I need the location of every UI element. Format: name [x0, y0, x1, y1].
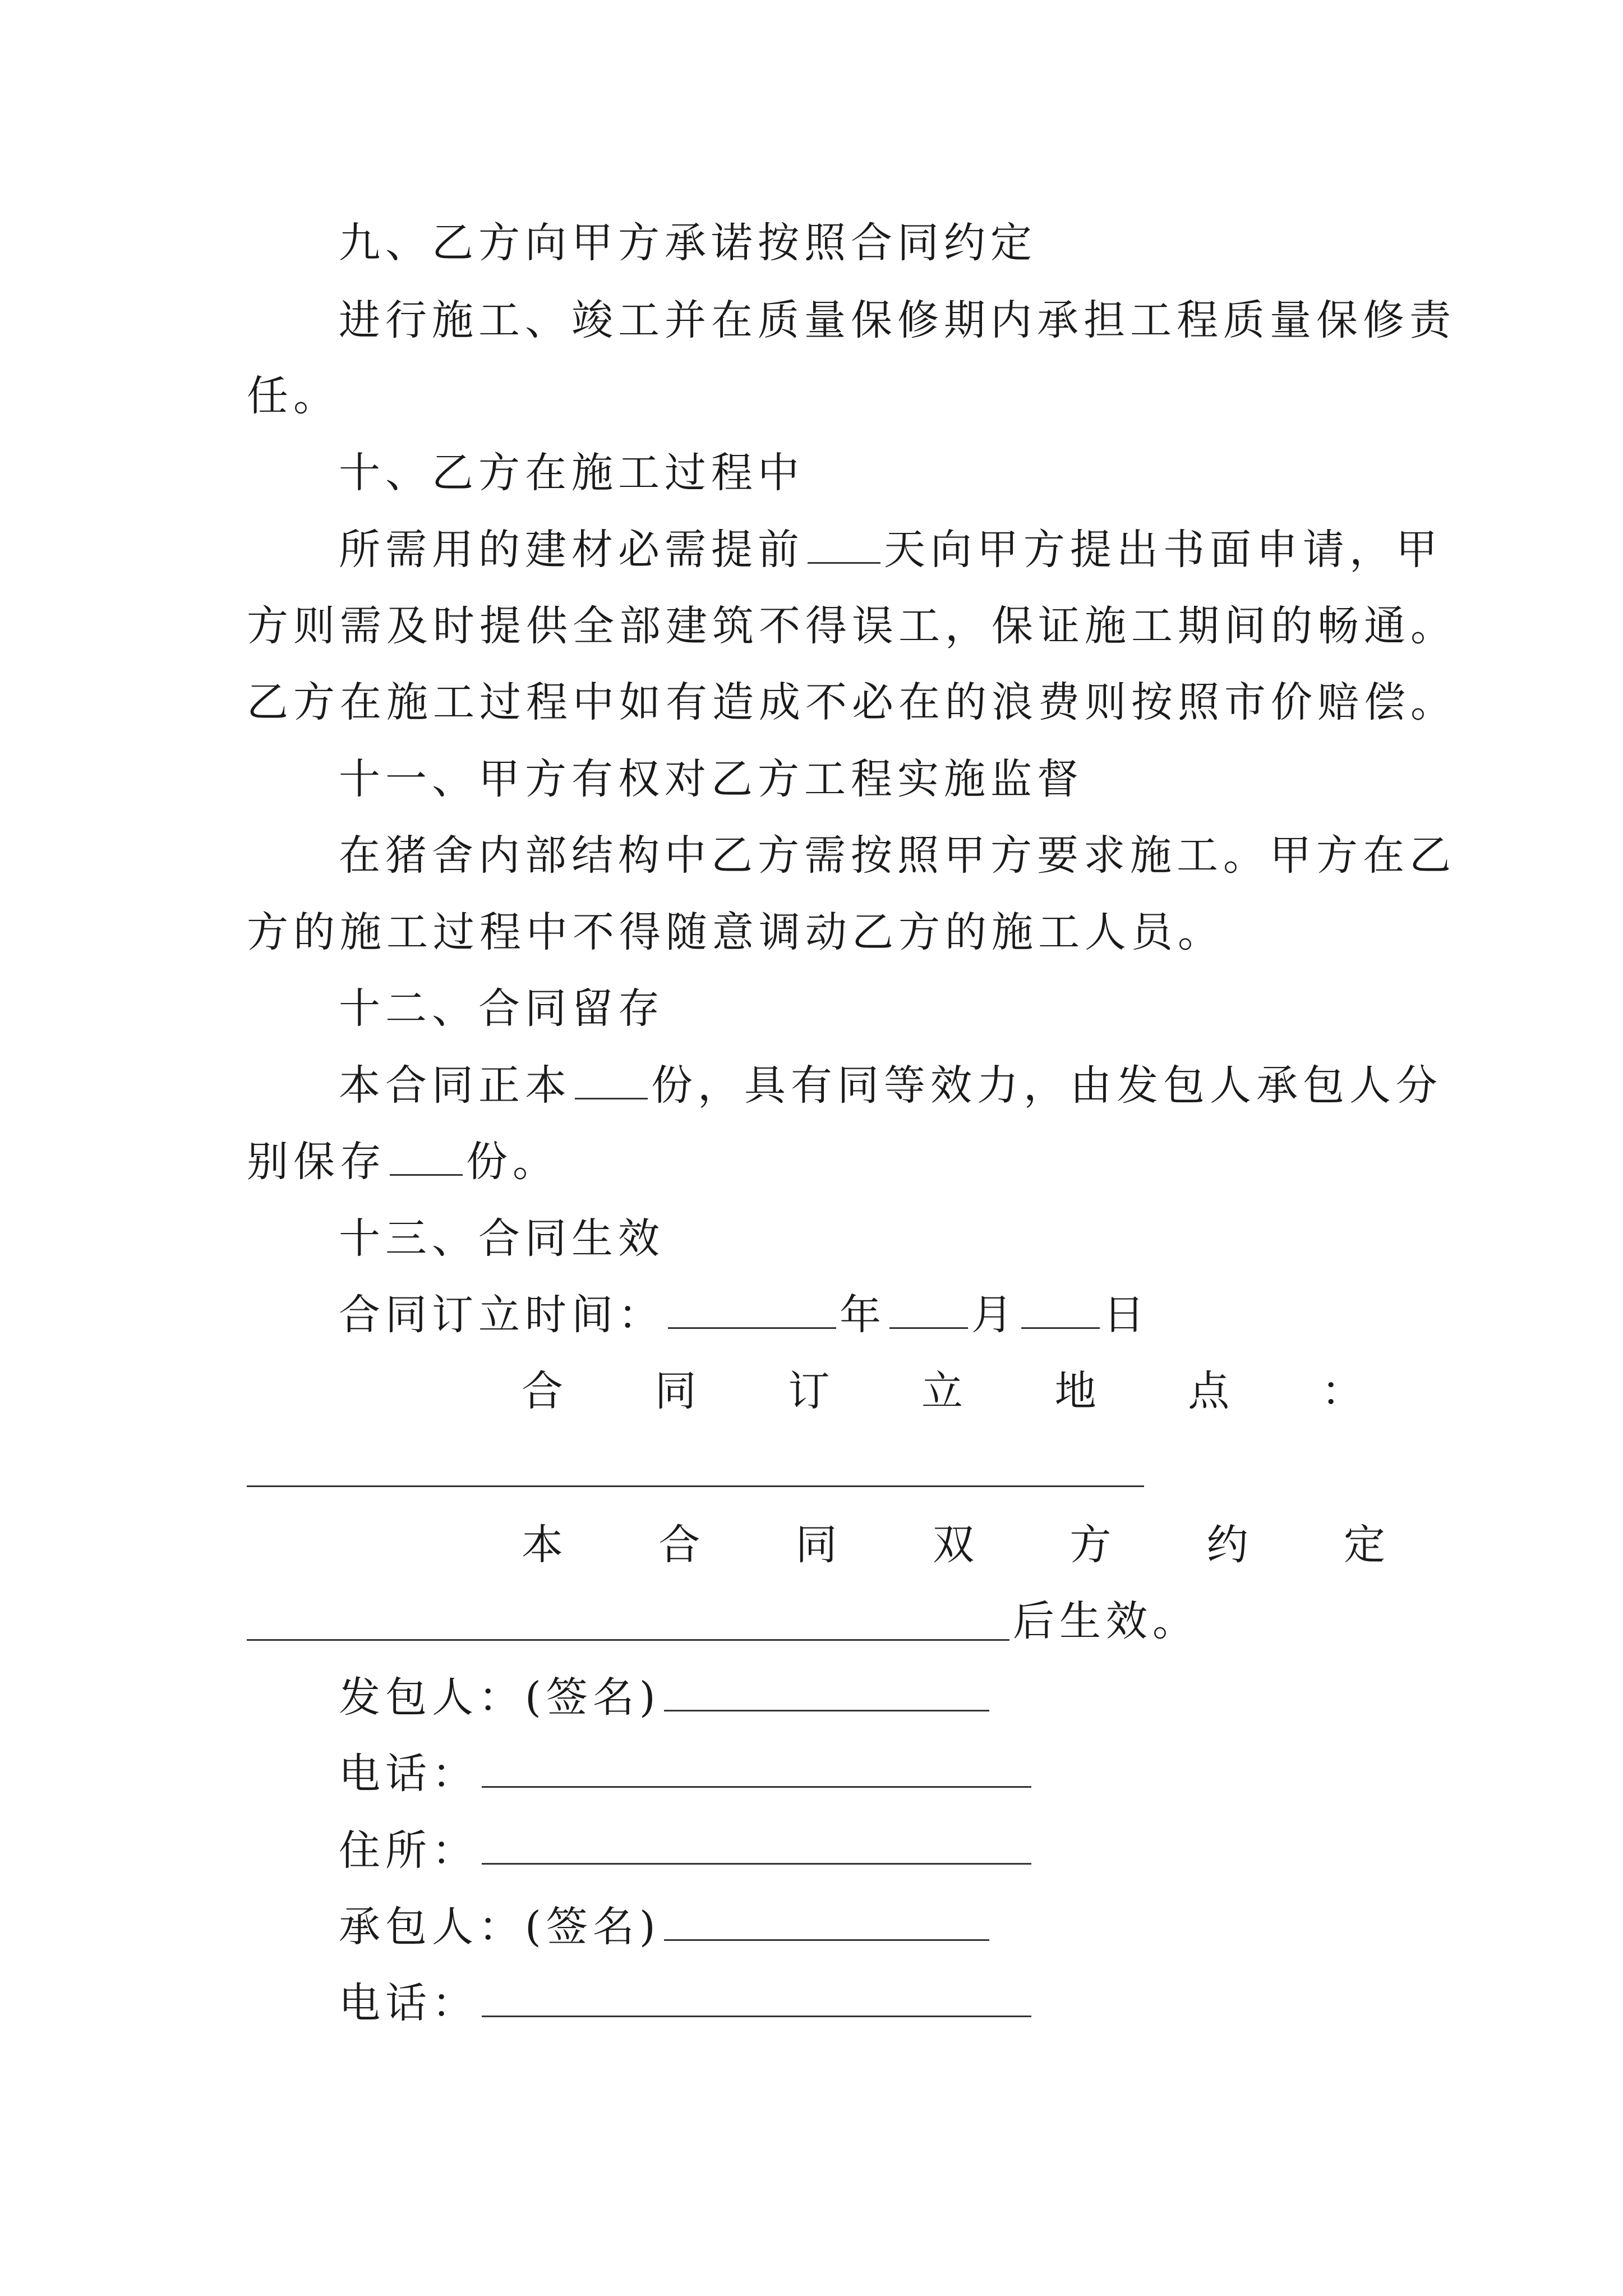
effect-char: 本 — [522, 1521, 563, 1569]
party-a-phone-label: 电话： — [339, 1750, 478, 1798]
effect-condition-label — [522, 1517, 1385, 1573]
party-a-label: 发包人：(签名) — [339, 1673, 661, 1722]
place-char: ： — [1321, 1367, 1363, 1415]
party-b-signature-line — [339, 1899, 993, 1955]
effect-char: 同 — [795, 1521, 837, 1569]
clause9-heading: 九、乙方向甲方承诺按照合同约定 — [339, 219, 1037, 267]
party-a-phone-line — [339, 1746, 1035, 1802]
party-b-phone-line — [339, 1975, 1035, 2031]
clause10-line1-a: 所需用的建材必需提前 — [339, 526, 804, 574]
party-b-phone-label: 电话： — [339, 1979, 478, 2027]
party-a-address-blank[interactable] — [482, 1827, 1031, 1865]
clause11-line1: 在猪舍内部结构中乙方需按照甲方要求施工。甲方在乙 — [339, 831, 1456, 880]
party-b-label: 承包人：(签名) — [339, 1903, 661, 1951]
year-blank[interactable] — [668, 1291, 836, 1329]
days-blank[interactable] — [808, 526, 880, 564]
clause10-line2: 方则需及时提供全部建筑不得误工，保证施工期间的畅通。 — [247, 602, 1457, 650]
place-char: 订 — [788, 1367, 830, 1415]
year-label: 年 — [840, 1291, 886, 1339]
date-label: 合同订立时间： — [339, 1291, 665, 1339]
day-label: 日 — [1103, 1291, 1150, 1339]
clause12-line2 — [247, 1134, 559, 1190]
party-a-signature-line — [339, 1669, 993, 1726]
contract-date-line — [339, 1287, 1150, 1343]
day-blank[interactable] — [1021, 1291, 1100, 1329]
clause9-line2: 任。 — [247, 372, 340, 420]
clause10-line1 — [339, 522, 1442, 578]
contract-place-blank[interactable] — [247, 1485, 1144, 1487]
effect-char: 约 — [1206, 1521, 1248, 1569]
effect-char: 双 — [932, 1521, 974, 1569]
place-char: 立 — [921, 1367, 963, 1415]
party-b-signature-blank[interactable] — [664, 1903, 989, 1941]
clause13-heading: 十三、合同生效 — [339, 1214, 665, 1263]
clause12-line2-a: 别保存 — [247, 1138, 386, 1186]
effect-char: 定 — [1343, 1521, 1385, 1569]
effect-tail: 后生效。 — [1013, 1597, 1199, 1645]
place-char: 同 — [654, 1367, 697, 1415]
clause9-line1: 进行施工、竣工并在质量保修期内承担工程质量保修责 — [339, 296, 1456, 344]
place-char: 合 — [522, 1367, 563, 1415]
clause10-heading: 十、乙方在施工过程中 — [339, 449, 804, 497]
clause10-line3: 乙方在施工过程中如有造成不必在的浪费则按照市价赔偿。 — [247, 678, 1457, 726]
clause12-line2-b: 份。 — [466, 1138, 559, 1186]
kept-copies-blank[interactable] — [390, 1138, 463, 1176]
party-a-signature-blank[interactable] — [664, 1674, 989, 1711]
clause12-line1 — [339, 1057, 1442, 1114]
party-a-address-line — [339, 1823, 1035, 1879]
effect-char: 合 — [658, 1521, 700, 1569]
month-blank[interactable] — [889, 1291, 968, 1329]
party-a-address-label: 住所： — [339, 1826, 478, 1875]
clause11-heading: 十一、甲方有权对乙方工程实施监督 — [339, 755, 1083, 803]
place-char: 地 — [1054, 1367, 1096, 1415]
clause12-line1-a: 本合同正本 — [339, 1061, 571, 1110]
copies-blank[interactable] — [575, 1062, 648, 1099]
clause12-line1-b: 份，具有同等效力，由发包人承包人分 — [651, 1061, 1442, 1110]
effect-char: 方 — [1069, 1521, 1112, 1569]
contract-place-label — [522, 1363, 1363, 1419]
clause11-line2: 方的施工过程中不得随意调动乙方的施工人员。 — [247, 908, 1224, 956]
clause12-heading: 十二、合同留存 — [339, 984, 665, 1033]
month-label: 月 — [971, 1291, 1018, 1339]
place-char: 点 — [1188, 1367, 1230, 1415]
effect-condition-blank[interactable] — [247, 1639, 1009, 1641]
party-b-phone-blank[interactable] — [482, 1980, 1031, 2017]
clause10-line1-b: 天向甲方提出书面申请，甲 — [884, 526, 1442, 574]
party-a-phone-blank[interactable] — [482, 1750, 1031, 1788]
